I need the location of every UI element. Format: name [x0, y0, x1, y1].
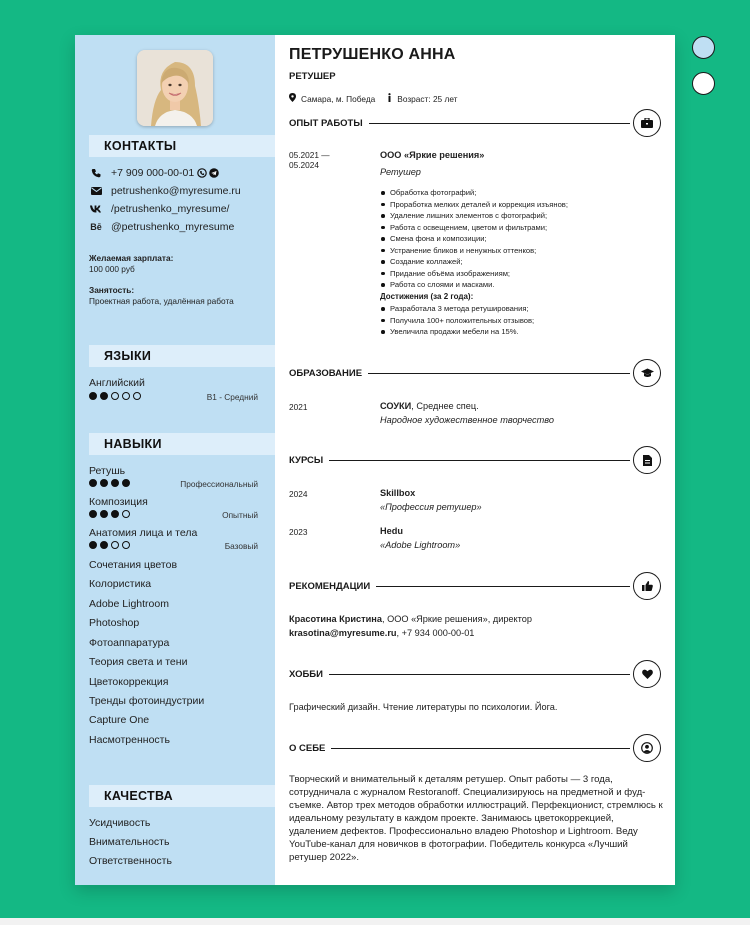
- salary-value: 100 000 руб: [89, 264, 135, 274]
- quality-item: Ответственность: [89, 855, 172, 867]
- experience-date-end: 05.2024: [289, 160, 319, 170]
- level-dot-empty: [122, 510, 130, 518]
- skill-level-dots: [89, 510, 130, 518]
- languages-heading: ЯЗЫКИ: [89, 345, 275, 367]
- skills-heading: НАВЫКИ: [89, 433, 275, 455]
- list-item: Проработка мелких деталей и коррекция изъянов;: [380, 199, 670, 211]
- vk-text[interactable]: /petrushenko_myresume/: [111, 203, 230, 215]
- level-dot-filled: [100, 541, 108, 549]
- recommendation-line-1: [289, 614, 532, 624]
- skill-level-label: Профессиональный: [180, 479, 258, 489]
- hobby-text: Графический дизайн. Чтение литературы по психологии. Йога.: [289, 702, 558, 712]
- education-section-header: [289, 359, 661, 387]
- contact-vk: [89, 203, 229, 215]
- contact-email: [89, 185, 241, 197]
- list-item: Придание объёма изображениям;: [380, 268, 670, 280]
- level-dot-empty: [111, 541, 119, 549]
- achievements-heading: Достижения (за 2 года):: [380, 292, 474, 301]
- education-year: 2021: [289, 402, 308, 412]
- hobby-heading: ХОББИ: [289, 668, 323, 680]
- skill-item: Capture One: [89, 714, 150, 726]
- user-circle-icon: [633, 734, 661, 762]
- courses-section-header: [289, 446, 661, 474]
- qualities-heading: КАЧЕСТВА: [89, 785, 275, 807]
- list-item: Устранение бликов и ненужных оттенков;: [380, 245, 670, 257]
- language-level-dots: [89, 392, 141, 400]
- experience-section-header: [289, 109, 661, 137]
- recommendation-phone: , +7 934 000-00-01: [396, 628, 475, 638]
- resume-sidebar: [75, 35, 275, 885]
- map-pin-icon: [289, 93, 296, 104]
- behance-icon: Bē: [90, 222, 102, 232]
- course-name: Hedu: [380, 526, 403, 536]
- employment-value: Проектная работа, удалённая работа: [89, 296, 234, 306]
- experience-heading: ОПЫТ РАБОТЫ: [289, 117, 363, 129]
- quality-item: Внимательность: [89, 836, 170, 848]
- divider: [331, 748, 630, 749]
- skill-item: Фотоаппаратура: [89, 637, 170, 649]
- language-level-label: B1 - Средний: [206, 392, 258, 402]
- experience-company: ООО «Яркие решения»: [380, 150, 485, 160]
- list-item: Создание коллажей;: [380, 256, 670, 268]
- resume-main: [275, 35, 675, 885]
- recommendation-details: , ООО «Яркие решения», директор: [381, 614, 532, 624]
- level-dot-filled: [100, 510, 108, 518]
- vk-icon: [89, 203, 103, 215]
- level-dot-filled: [100, 479, 108, 487]
- about-heading: О СЕБЕ: [289, 742, 326, 754]
- age-text: Возраст: 25 лет: [397, 93, 458, 104]
- color-switcher: [692, 36, 715, 108]
- briefcase-icon: [633, 109, 661, 137]
- level-dot-filled: [122, 479, 130, 487]
- email-text[interactable]: petrushenko@myresume.ru: [111, 185, 241, 197]
- contact-behance: [89, 221, 234, 233]
- avatar: [137, 50, 213, 126]
- list-item: Работа со слоями и масками.: [380, 279, 670, 291]
- skill-name-anatomy: Анатомия лица и тела: [89, 527, 198, 539]
- heart-icon: [633, 660, 661, 688]
- envelope-icon: [89, 185, 103, 197]
- experience-position: Ретушер: [380, 167, 421, 177]
- level-dot-empty: [111, 392, 119, 400]
- person-role: РЕТУШЕР: [289, 71, 336, 82]
- course-year: 2023: [289, 527, 308, 537]
- course-year: 2024: [289, 489, 308, 499]
- course-title: «Adobe Lightroom»: [380, 540, 461, 550]
- list-item: Удаление лишних элементов с фотографий;: [380, 210, 670, 222]
- resume-sheet: [75, 35, 675, 885]
- list-item: Увеличила продажи мебели на 15%.: [380, 326, 670, 338]
- divider: [369, 123, 630, 124]
- about-section-header: [289, 734, 661, 762]
- skill-level-label: Базовый: [224, 541, 258, 551]
- divider: [329, 460, 630, 461]
- level-dot-filled: [111, 510, 119, 518]
- experience-date-start: 05.2021 —: [289, 150, 330, 160]
- skill-item: Цветокоррекция: [89, 676, 169, 688]
- list-item: Разработала 3 метода ретуширования;: [380, 303, 670, 315]
- salary-label: Желаемая зарплата:: [89, 253, 174, 263]
- telegram-icon[interactable]: [209, 168, 219, 178]
- language-name: Английский: [89, 377, 145, 389]
- experience-duties: [380, 187, 670, 291]
- salary-block: [89, 253, 173, 275]
- behance-text[interactable]: @petrushenko_myresume: [111, 221, 235, 233]
- skill-item: Тренды фотоиндустрии: [89, 695, 205, 707]
- list-item: Смена фона и композиции;: [380, 233, 670, 245]
- level-dot-filled: [100, 392, 108, 400]
- level-dot-empty: [133, 392, 141, 400]
- level-dot-empty: [122, 392, 130, 400]
- phone-icon: [89, 167, 103, 179]
- courses-heading: КУРСЫ: [289, 454, 324, 466]
- skill-item: Насмотренность: [89, 734, 170, 746]
- skill-name-composition: Композиция: [89, 496, 148, 508]
- hobby-section-header: [289, 660, 661, 688]
- level-dot-filled: [89, 510, 97, 518]
- recommendations-section-header: [289, 572, 661, 600]
- achievements-list: [380, 303, 670, 338]
- about-text: Творческий и внимательный к деталям ретушер. Опыт работы — 3 года, сотрудничала с журналом Restoranoff. Специализируюсь на предметной и фуд-съемке. Автор трех методов обработки иллюстраций. Перфекционист, стремлюсь к идеальному результату в каждом проекте. Занимаюсь цветокоррекцией, удалением дефектов. Профессионально владею Photoshop и Lightroom. Веду YouTube-канал для новичков в фотографии. Победитель конкурса «Лучший ретушер 2022».: [289, 774, 663, 863]
- phone-text[interactable]: +7 909 000-00-01: [111, 167, 195, 179]
- contact-phone: [89, 167, 219, 179]
- person-name: ПЕТРУШЕНКО АННА: [289, 46, 456, 63]
- list-item: Получила 100+ положительных отзывов;: [380, 315, 670, 327]
- recommendation-name: Красотина Кристина: [289, 614, 382, 624]
- recommendations-heading: РЕКОМЕНДАЦИИ: [289, 580, 371, 592]
- recommendation-email[interactable]: krasotina@myresume.ru: [289, 628, 397, 638]
- info-icon: [387, 93, 392, 104]
- recommendation-line-2: [289, 628, 474, 638]
- document-icon: [633, 446, 661, 474]
- graduation-cap-icon: [633, 359, 661, 387]
- skill-item: Photoshop: [89, 617, 140, 629]
- employment-label: Занятость:: [89, 285, 135, 295]
- list-item: Работа с освещением, цветом и фильтрами;: [380, 222, 670, 234]
- level-dot-filled: [89, 479, 97, 487]
- level-dot-filled: [89, 541, 97, 549]
- color-option-white[interactable]: [692, 72, 715, 95]
- employment-block: [89, 285, 234, 307]
- experience-dates: [289, 150, 330, 170]
- quality-item: Усидчивость: [89, 817, 151, 829]
- skill-level-dots: [89, 541, 130, 549]
- skill-item: Adobe Lightroom: [89, 598, 169, 610]
- divider: [329, 674, 630, 675]
- course-title: «Профессия ретушер»: [380, 502, 482, 512]
- location-text: Самара, м. Победа: [301, 93, 376, 104]
- education-school-line: [380, 401, 479, 411]
- color-option-blue[interactable]: [692, 36, 715, 59]
- person-meta: [289, 93, 457, 104]
- education-field: Народное художественное творчество: [380, 415, 554, 425]
- education-school: СОУКИ: [380, 401, 412, 411]
- level-dot-empty: [122, 541, 130, 549]
- list-item: Обработка фотографий;: [380, 187, 670, 199]
- skill-item: Сочетания цветов: [89, 559, 178, 571]
- course-name: Skillbox: [380, 488, 416, 498]
- level-dot-filled: [111, 479, 119, 487]
- divider: [368, 373, 630, 374]
- contacts-heading: КОНТАКТЫ: [89, 135, 275, 157]
- thumbs-up-icon: [633, 572, 661, 600]
- skill-level-dots: [89, 479, 130, 487]
- skill-level-label: Опытный: [222, 510, 258, 520]
- level-dot-filled: [89, 392, 97, 400]
- whatsapp-icon[interactable]: [197, 168, 207, 178]
- skill-item: Теория света и тени: [89, 656, 188, 668]
- skill-name-retouch: Ретушь: [89, 465, 126, 477]
- page-footer-strip: [0, 918, 750, 925]
- education-degree: , Среднее спец.: [411, 401, 479, 411]
- skill-item: Колористика: [89, 578, 152, 590]
- education-heading: ОБРАЗОВАНИЕ: [289, 367, 363, 379]
- divider: [376, 586, 630, 587]
